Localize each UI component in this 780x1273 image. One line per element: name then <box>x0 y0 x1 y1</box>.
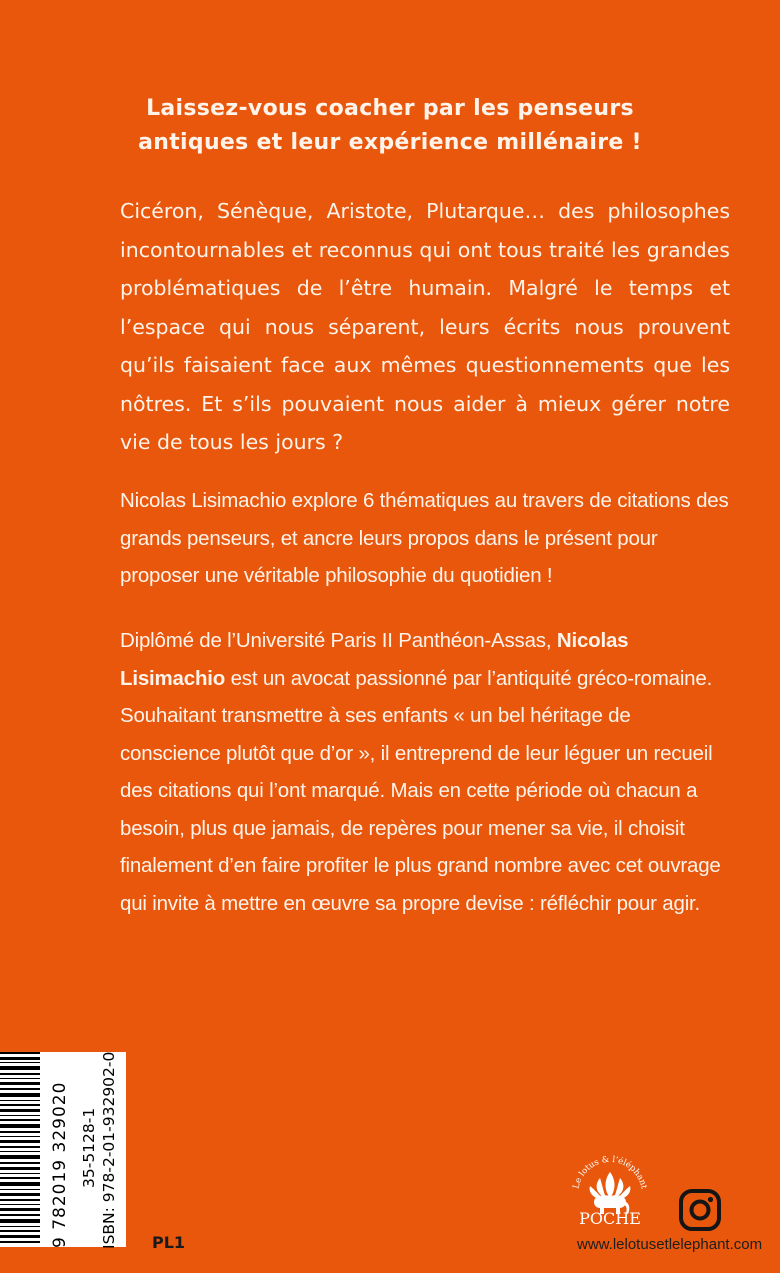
paragraph-themes: Nicolas Lisimachio explore 6 thématiques au travers de citations des grands penseurs, et ancre leurs propos dans le présent pour proposer une véritable philosophie du quotidien ! <box>120 489 729 587</box>
tagline <box>120 92 660 160</box>
barcode-code: 35-5128-1 <box>80 1107 98 1188</box>
logo-poche-label: POCHE <box>579 1209 641 1228</box>
bio-body: est un avocat passionné par l’antiquité gréco-romaine. Souhaitant transmettre à ses enfants « un bel héritage de conscience plutôt que d’or », il entreprend de leur léguer un recueil des citations qui l’ont marqué. Mais en cette période où chacun a besoin, plus que jamais, de repères pour mener sa vie, il choisit finalement d’en faire profiter le plus grand nombre avec cet ouvrage qui invite à mettre en œuvre sa propre devise : réfléchir pour agir. <box>120 666 721 915</box>
pl-code: PL1 <box>152 1233 186 1252</box>
paragraph-author-bio <box>120 622 730 922</box>
author-name: Nicolas Lisimachio <box>120 629 629 690</box>
paragraph-intro: Cicéron, Sénèque, Aristote, Plutarque… des philosophes incontournables et reconnus qui ont tous traité les grandes problématiques de l’être humain. Malgré le temps et l’espace qui nous séparent, leurs écrits nous prouvent qu’ils faisaient face aux mêmes questionnements que les nôtres. Et s’ils pouvaient nous aider à mieux gérer notre vie de tous les jours ? <box>120 199 730 454</box>
isbn-number: ISBN: 978-2-01-932902-0 <box>100 1051 118 1249</box>
bio-intro: Diplômé de l’Université Paris II Panthéon-Assas, <box>120 629 557 652</box>
website-link[interactable]: www.lelotusetlelephant.com <box>577 1236 763 1253</box>
barcode-digits: 9 782019 329020 <box>50 1081 70 1248</box>
tagline-line-1: Laissez-vous coacher par les penseurs <box>146 96 634 121</box>
instagram-icon[interactable] <box>678 1188 722 1232</box>
barcode-bars-icon <box>0 1052 40 1247</box>
tagline-line-2: antiques et leur expérience millénaire ! <box>138 130 642 155</box>
logo-arc-text: Le lotus & l’éléphant <box>571 1154 649 1190</box>
